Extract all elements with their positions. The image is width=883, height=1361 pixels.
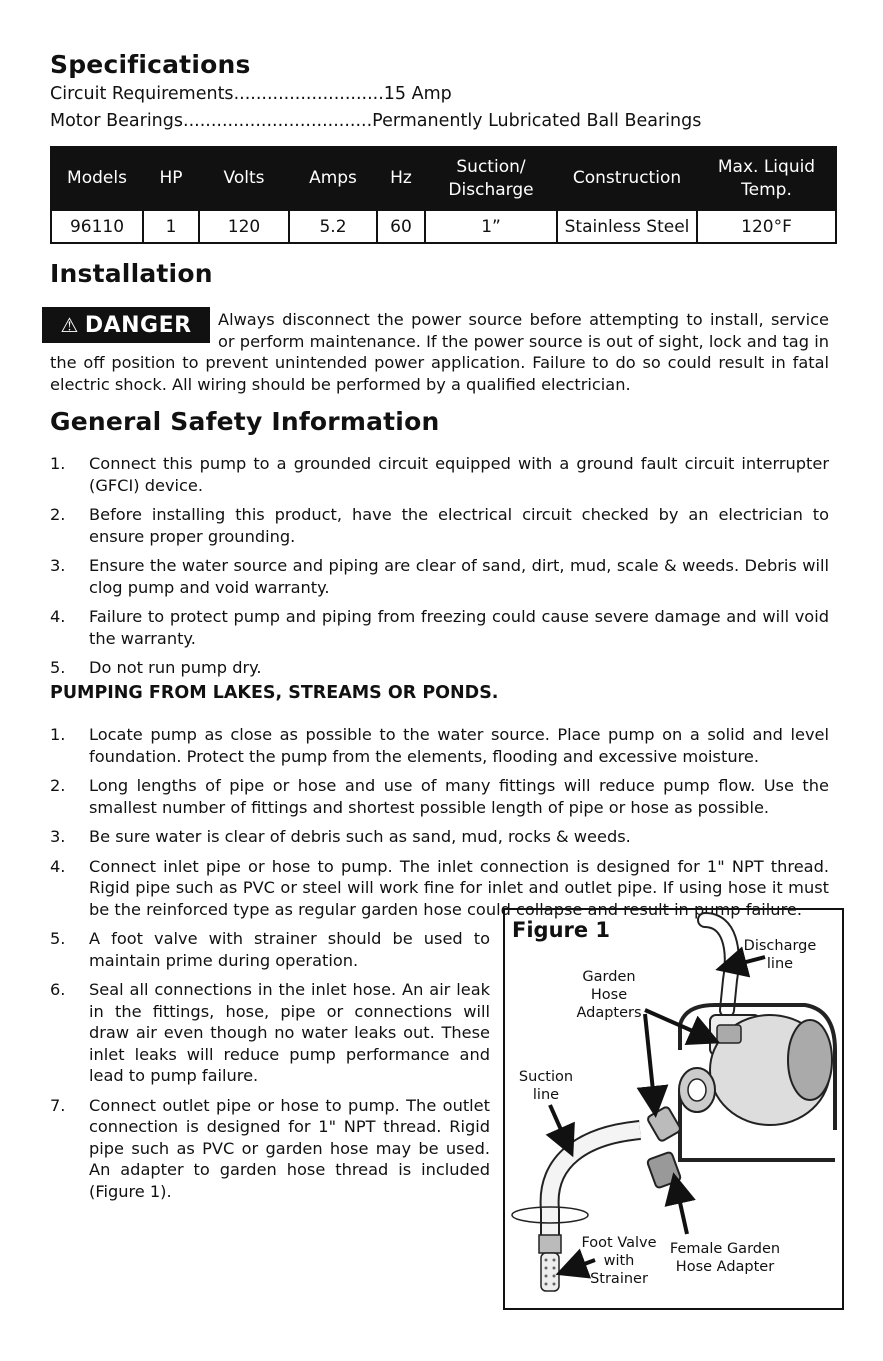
installation-heading: Installation: [50, 259, 213, 288]
warning-triangle-icon: ⚠: [60, 313, 79, 337]
male-garden-adapter: [647, 1106, 682, 1142]
spec-value: Permanently Lubricated Ball Bearings: [372, 111, 702, 131]
specifications-table: [50, 146, 837, 244]
spec-label: Circuit Requirements: [50, 84, 234, 104]
general-safety-heading: General Safety Information: [50, 407, 440, 436]
female-adapter-label: Female Garden Hose Adapter: [669, 1241, 781, 1275]
item-number: 1.: [50, 725, 66, 744]
table-row: [51, 210, 836, 243]
danger-paragraph: [50, 309, 829, 395]
item-text: Do not run pump dry.: [89, 658, 262, 677]
item-number: 7.: [50, 1095, 66, 1115]
item-text: Connect this pump to a grounded circuit equipped with a ground fault circuit interrupter (GFCI) device.: [89, 454, 829, 495]
female-adapter-arrow: [675, 1180, 687, 1234]
item-number: 6.: [50, 980, 66, 999]
table-cell: Stainless Steel: [557, 210, 697, 243]
item-text: Locate pump as close as possible to the water source. Place pump on a solid and level foundation. Protect the pump from the elements, flooding and excessive moisture.: [89, 725, 829, 766]
danger-text: Always disconnect the power source before attempting to install, service or perform maintenance. If the power source is out of sight, lock and tag in the off position to prevent unintended power application. Failure to do so could result in fatal electric shock. All wiring should be performed by a qualified electrician.: [50, 310, 829, 394]
item-number: 3.: [50, 827, 66, 846]
maxtemp-header: Max. Liquid Temp.: [717, 156, 816, 200]
col-header: [425, 147, 557, 210]
general-safety-list: [50, 453, 829, 687]
item-text: Connect outlet pipe or hose to pump. The outlet connection is designed for 1" NPT thread. Rigid pipe such as PVC or garden hose may be used. An adapter to garden hose thread is included (Figure 1).: [89, 1095, 490, 1201]
suction-label: Suction line: [518, 1069, 574, 1103]
list-item: [50, 657, 829, 679]
table-cell: 5.2: [289, 210, 377, 243]
table-cell: 96110: [51, 210, 143, 243]
table-cell: 120: [199, 210, 289, 243]
spec-line-bearings: [50, 111, 701, 131]
item-text: Before installing this product, have the electrical circuit checked by an electrician to ensure proper grounding.: [89, 505, 829, 546]
item-text: Connect inlet pipe or hose to pump. The inlet connection is designed for 1" NPT thread. Rigid pipe such as PVC or steel will work fine for inlet and outlet pipe. If using hose it must be the reinforced type as regular garden hose could collapse and result in pump failure.: [89, 856, 829, 919]
table-cell: 120°F: [697, 210, 836, 243]
item-number: 4.: [50, 607, 66, 626]
list-item: [50, 724, 829, 767]
list-item: [50, 1095, 490, 1203]
col-header: Models: [51, 147, 143, 210]
col-header: Construction: [557, 147, 697, 210]
list-item: [50, 606, 829, 649]
spec-dots: ...........................: [233, 84, 384, 104]
spec-line-circuit: [50, 84, 452, 104]
item-text: Seal all connections in the inlet hose. An air leak in the fittings, hose, pipe or connections will draw air even though no water leaks out. These inlet leaks will reduce pump performance and lead to pump failure.: [89, 980, 490, 1085]
table-cell: 60: [377, 210, 425, 243]
foot-valve-label: Foot Valve with Strainer: [581, 1235, 657, 1287]
list-item: [50, 928, 490, 971]
danger-label: DANGER: [84, 312, 192, 338]
pumping-subheading: PUMPING FROM LAKES, STREAMS OR PONDS.: [50, 683, 499, 703]
item-number: 5.: [50, 929, 66, 948]
suction-arrow: [550, 1105, 570, 1150]
item-number: 3.: [50, 556, 66, 575]
list-item: [50, 555, 829, 598]
strainer: [541, 1253, 559, 1291]
item-text: Failure to protect pump and piping from freezing could cause severe damage and will void the warranty.: [89, 607, 829, 648]
spec-value: 15 Amp: [383, 84, 452, 104]
table-header-row: [51, 147, 836, 210]
col-header: HP: [143, 147, 199, 210]
pump-motor: [788, 1020, 832, 1100]
col-header: Volts: [199, 147, 289, 210]
foot-valve: [539, 1235, 561, 1253]
col-header: Amps: [289, 147, 377, 210]
item-number: 5.: [50, 658, 66, 677]
list-item: [50, 453, 829, 496]
col-header: Hz: [377, 147, 425, 210]
list-item: [50, 826, 829, 848]
item-text: Ensure the water source and piping are clear of sand, dirt, mud, scale & weeds. Debris will clog pump and void warranty.: [89, 556, 829, 597]
specifications-heading: Specifications: [50, 50, 251, 79]
figure-1: [503, 908, 844, 1310]
list-item: [50, 775, 829, 818]
item-number: 2.: [50, 505, 66, 524]
table-cell: 1”: [425, 210, 557, 243]
discharge-label: Discharge line: [743, 938, 817, 972]
item-number: 4.: [50, 856, 66, 876]
garden-adapters-label: Garden Hose Adapters: [576, 969, 642, 1021]
adapter-arrow-2: [645, 1014, 655, 1110]
col-header: [697, 147, 836, 210]
suction-header: Suction/ Discharge: [448, 156, 534, 200]
item-text: Long lengths of pipe or hose and use of many fittings will reduce pump flow. Use the smallest number of fittings and shortest possible length of pipe or hose as possible.: [89, 776, 829, 817]
item-number: 2.: [50, 776, 66, 795]
figure-title: Figure 1: [512, 918, 611, 942]
list-item: [50, 504, 829, 547]
list-item: [50, 979, 490, 1087]
item-text: Be sure water is clear of debris such as sand, mud, rocks & weeds.: [89, 827, 631, 846]
item-number: 1.: [50, 454, 66, 473]
spec-label: Motor Bearings: [50, 111, 184, 131]
spec-dots: ..................................: [183, 111, 373, 131]
table-cell: 1: [143, 210, 199, 243]
item-text: A foot valve with strainer should be used to maintain prime during operation.: [89, 929, 490, 970]
